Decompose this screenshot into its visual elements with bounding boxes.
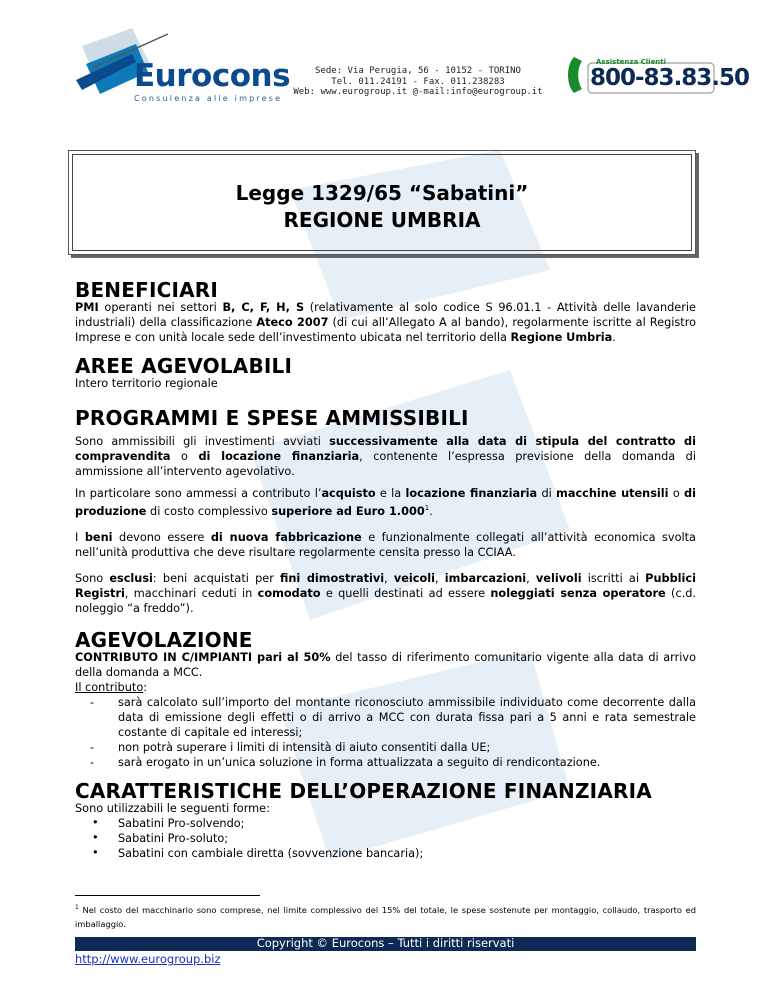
- dash-marker: -: [90, 756, 95, 769]
- paragraph-programmi-2: In particolare sono ammessi a contributo l’acquisto e la locazione finanziaria di macchine utensili o di produzione di costo complessivo superiore ad Euro 1.000$^1$.: [75, 487, 696, 518]
- footnote-text: Nel costo del macchinario sono comprese, nel limite complessivo del 15% del totale, le spese sostenute per montaggio, collaudo, trasporto ed imballaggio.: [75, 904, 697, 929]
- paragraph-programmi-4: Sono esclusi: beni acquistati per fini dimostrativi, veicoli, imbarcazioni, velivoli iscritti ai Pubblici Registri, macchinari ceduti in comodato e quelli destinati ad essere noleggiati senza operatore (c.d. noleggio “a freddo”).: [75, 572, 697, 615]
- contributo-item-1: sarà calcolato sull’importo del montante riconosciuto ammissibile individuato come decorrente dalla data di emissione degli effetti o di arrivo a MCC con durata fissa pari a 5 anni e rata semestrale costante di capitale ed interessi;: [118, 696, 696, 739]
- bullet-marker: •: [92, 846, 99, 859]
- heading-programmi: PROGRAMMI E SPESE AMMISSIBILI: [75, 406, 469, 430]
- paragraph-aree: Intero territorio regionale: [75, 377, 218, 390]
- bullet-marker: •: [92, 831, 99, 844]
- document-title: Legge 1329/65 “Sabatini”: [235, 181, 529, 205]
- paragraph-programmi-3: I beni devono essere di nuova fabbricazione e funzionalmente collegati all’attività economica svolta nell’unità produttiva che deve risultare regolarmente censita presso la CCIAA.: [75, 531, 696, 559]
- heading-aree: AREE AGEVOLABILI: [75, 354, 293, 378]
- contributo-label-text: Il contributo: [75, 681, 144, 694]
- bullet-marker: •: [92, 816, 99, 829]
- document-subtitle: REGIONE UMBRIA: [283, 208, 481, 232]
- dash-marker: -: [90, 741, 95, 754]
- footnote-separator: [75, 895, 260, 896]
- contributo-item-2: non potrà superare i limiti di intensità di aiuto consentiti dalla UE;: [118, 741, 491, 754]
- paragraph-programmi-1: Sono ammissibili gli investimenti avviati successivamente alla data di stipula del contratto di compravendita o di locazione finanziaria, contenente l’espressa previsione della domanda di ammissione all’intervento agevolativo.: [75, 435, 696, 478]
- address-line: Sede: Via Perugia, 56 - 10152 - TORINO: [315, 66, 521, 76]
- logo-text: Eurocons: [134, 58, 291, 94]
- assistenza-label: Assistenza Clienti: [596, 58, 667, 66]
- heading-caratteristiche: CARATTERISTICHE DELL’OPERAZIONE FINANZIARIA: [75, 779, 652, 803]
- paragraph-beneficiari: PMI operanti nei settori B, C, F, H, S (relativamente al solo codice S 96.01.1 - Attività delle lavanderie industriali) della classificazione Ateco 2007 (di cui all’Allegato A al bando), regolarmente iscritte al Registro Imprese e con unità locale sede dell’investimento ubicata nel territorio della Regione Umbria.: [75, 301, 697, 344]
- logo-tagline: Consulenza alle imprese: [134, 94, 283, 103]
- phone-line: Tel. 011.24191 - Fax. 011.238283: [331, 76, 505, 87]
- copyright-text: Copyright © Eurocons – Tutti i diritti riservati: [256, 936, 515, 950]
- web-line: Web: www.eurogroup.it @-mail:info@eurogroup.it: [293, 87, 543, 97]
- assistenza-number: 800-83.83.50: [590, 65, 750, 91]
- company-address: [288, 66, 548, 98]
- forma-item-1: Sabatini Pro-solvendo;: [118, 817, 245, 830]
- contributo-label: Il contributo:: [75, 681, 148, 694]
- forma-item-2: Sabatini Pro-soluto;: [118, 832, 229, 845]
- forme-intro: Sono utilizzabili le seguenti forme:: [75, 802, 270, 815]
- title-box: [68, 150, 696, 255]
- contributo-item-3: sarà erogato in un’unica soluzione in forma attualizzata a seguito di rendicontazione.: [118, 756, 601, 769]
- footer-link[interactable]: http://www.eurogroup.biz: [75, 952, 221, 966]
- forma-item-3: Sabatini con cambiale diretta (sovvenzione bancaria);: [118, 847, 424, 860]
- footnote-mark: 1: [75, 904, 79, 911]
- paragraph-agevolazione: CONTRIBUTO IN C/IMPIANTI pari al 50% del tasso di riferimento comunitario vigente alla data di arrivo della domanda a MCC.: [75, 651, 696, 679]
- footnote: [75, 901, 696, 931]
- heading-beneficiari: BENEFICIARI: [75, 278, 219, 302]
- heading-agevolazione: AGEVOLAZIONE: [75, 628, 253, 652]
- dash-marker: -: [90, 696, 95, 709]
